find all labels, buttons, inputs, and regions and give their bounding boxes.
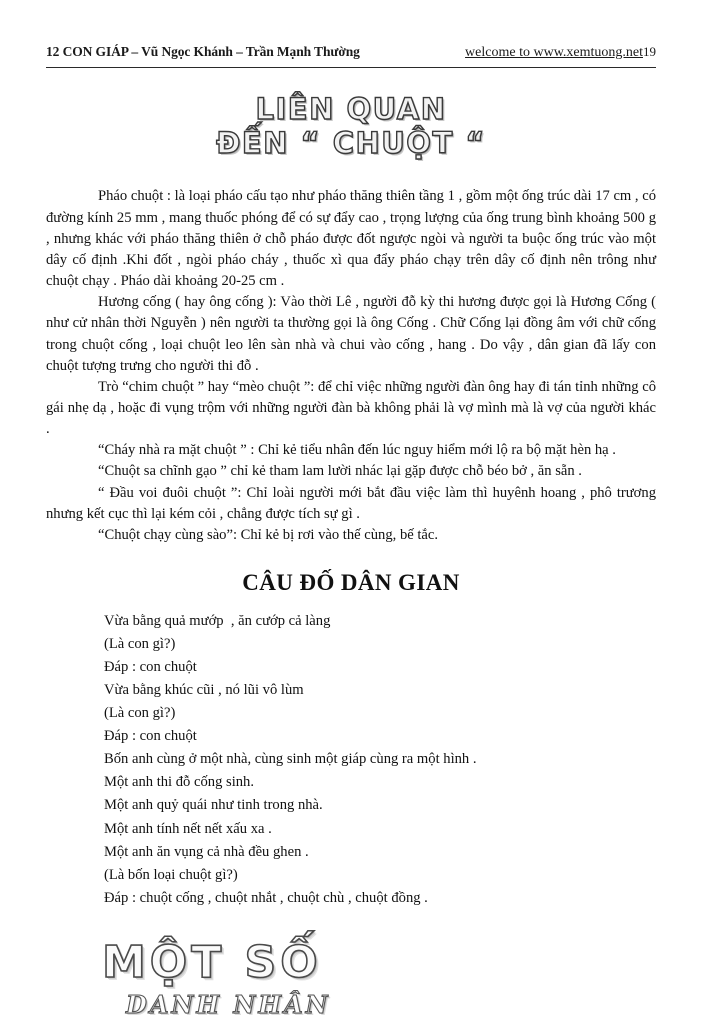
header-right-group [465,44,656,61]
bottom-title-main: MỘT SỐ [102,936,322,988]
paragraph: Trò “chim chuột ” hay “mèo chuột ”: để chỉ việc những người đàn ông hay đi tán tỉnh những cô gái nhẹ dạ , hoặc đi vụng trộm với những người đàn bà không phải là vợ mình mà là vợ của người khác . [46,378,656,438]
list-item: Vừa bằng khúc cũi , nó lũi vô lùm [104,682,304,699]
display-title-line-1: LIÊN QUAN [255,92,447,126]
bottom-title-sub: DANH NHÂN [126,989,331,1019]
list-item: Một anh ăn vụng cả nhà đều ghen . [104,843,309,860]
page-header [46,44,656,61]
header-book-title: 12 CON GIÁP – Vũ Ngọc Khánh – Trần Mạnh Thường [46,44,360,59]
paragraph: Hương cống ( hay ông cống ): Vào thời Lê , người đỗ kỳ thi hương được gọi là Hương Cống ( như cử nhân thời Nguyễn ) nên người ta thường gọi là ông Cống . Chữ Cống lại đồng âm với chữ cống trong chuột cống , loại chuột leo lên sàn nhà và chui vào cống , hang . Do vậy , dân gian đã lấy con chuột tượng trưng cho người thi đỗ . [46,294,656,374]
bottom-section-title [102,936,656,1019]
list-item: Đáp : con chuột [104,659,197,676]
section-heading: CÂU ĐỐ DÂN GIAN [242,570,460,596]
list-item: Một anh thi đỗ cống sinh. [104,774,254,791]
list-item: (Là con gì?) [104,705,176,722]
list-item: (Là con gì?) [104,636,176,653]
paragraph: “Chuột sa chĩnh gạo ” chỉ kẻ tham lam lười nhác lại gặp được chỗ béo bở , ăn sẵn . [98,463,582,480]
list-item: Một anh tính nết nết xấu xa . [104,820,272,837]
paragraph: “Chuột chạy cùng sào”: Chỉ kẻ bị rơi vào thế cùng, bế tắc. [98,526,439,543]
paragraph: “ Đầu voi đuôi chuột ”: Chỉ loài người mới bắt đầu việc làm thì huyênh hoang , phô trương nhưng kết cục thì lại kém cỏi , chẳng được tích sự gì . [46,484,656,522]
riddle-list [104,610,656,910]
list-item: Đáp : con chuột [104,728,197,745]
list-item: Bốn anh cùng ở một nhà, cùng sinh một giáp cùng ra một hình . [104,751,477,768]
header-divider [46,67,656,68]
list-item: Một anh quỷ quái như tinh trong nhà. [104,797,323,814]
body-text [46,186,656,546]
header-website-link[interactable]: welcome to www.xemtuong.net [465,45,643,60]
paragraph: “Cháy nhà ra mặt chuột ” : Chỉ kẻ tiểu nhân đến lúc nguy hiểm mới lộ ra bộ mặt hèn hạ . [98,442,616,459]
display-title [46,92,656,160]
list-item: Vừa bằng quả mướp , ăn cướp cả làng [104,613,331,630]
page-number: 19 [643,44,656,59]
list-item: Đáp : chuột cống , chuột nhắt , chuột chù , chuột đồng . [104,889,428,906]
list-item: (Là bốn loại chuột gì?) [104,866,238,883]
display-title-line-2: ĐẾN “ CHUỘT “ [216,126,486,161]
paragraph: Pháo chuột : là loại pháo cấu tạo như pháo thăng thiên tầng 1 , gồm một ống trúc dài 17 cm , có đường kính 25 mm , mang thuốc phóng để có sự đẩy cao , trọng lượng của ống trung bình khoảng 500 g , nhưng khác với pháo thăng thiên ở chỗ pháo được đốt ngược ngòi và người ta buộc ống trúc vào một dây cố định .Khi đốt , ngòi pháo cháy , thuốc xì qua đẩy pháo chạy trên dây cố định nên trông như chuột chạy . Pháo dài khoảng 20-25 cm . [46,188,656,290]
